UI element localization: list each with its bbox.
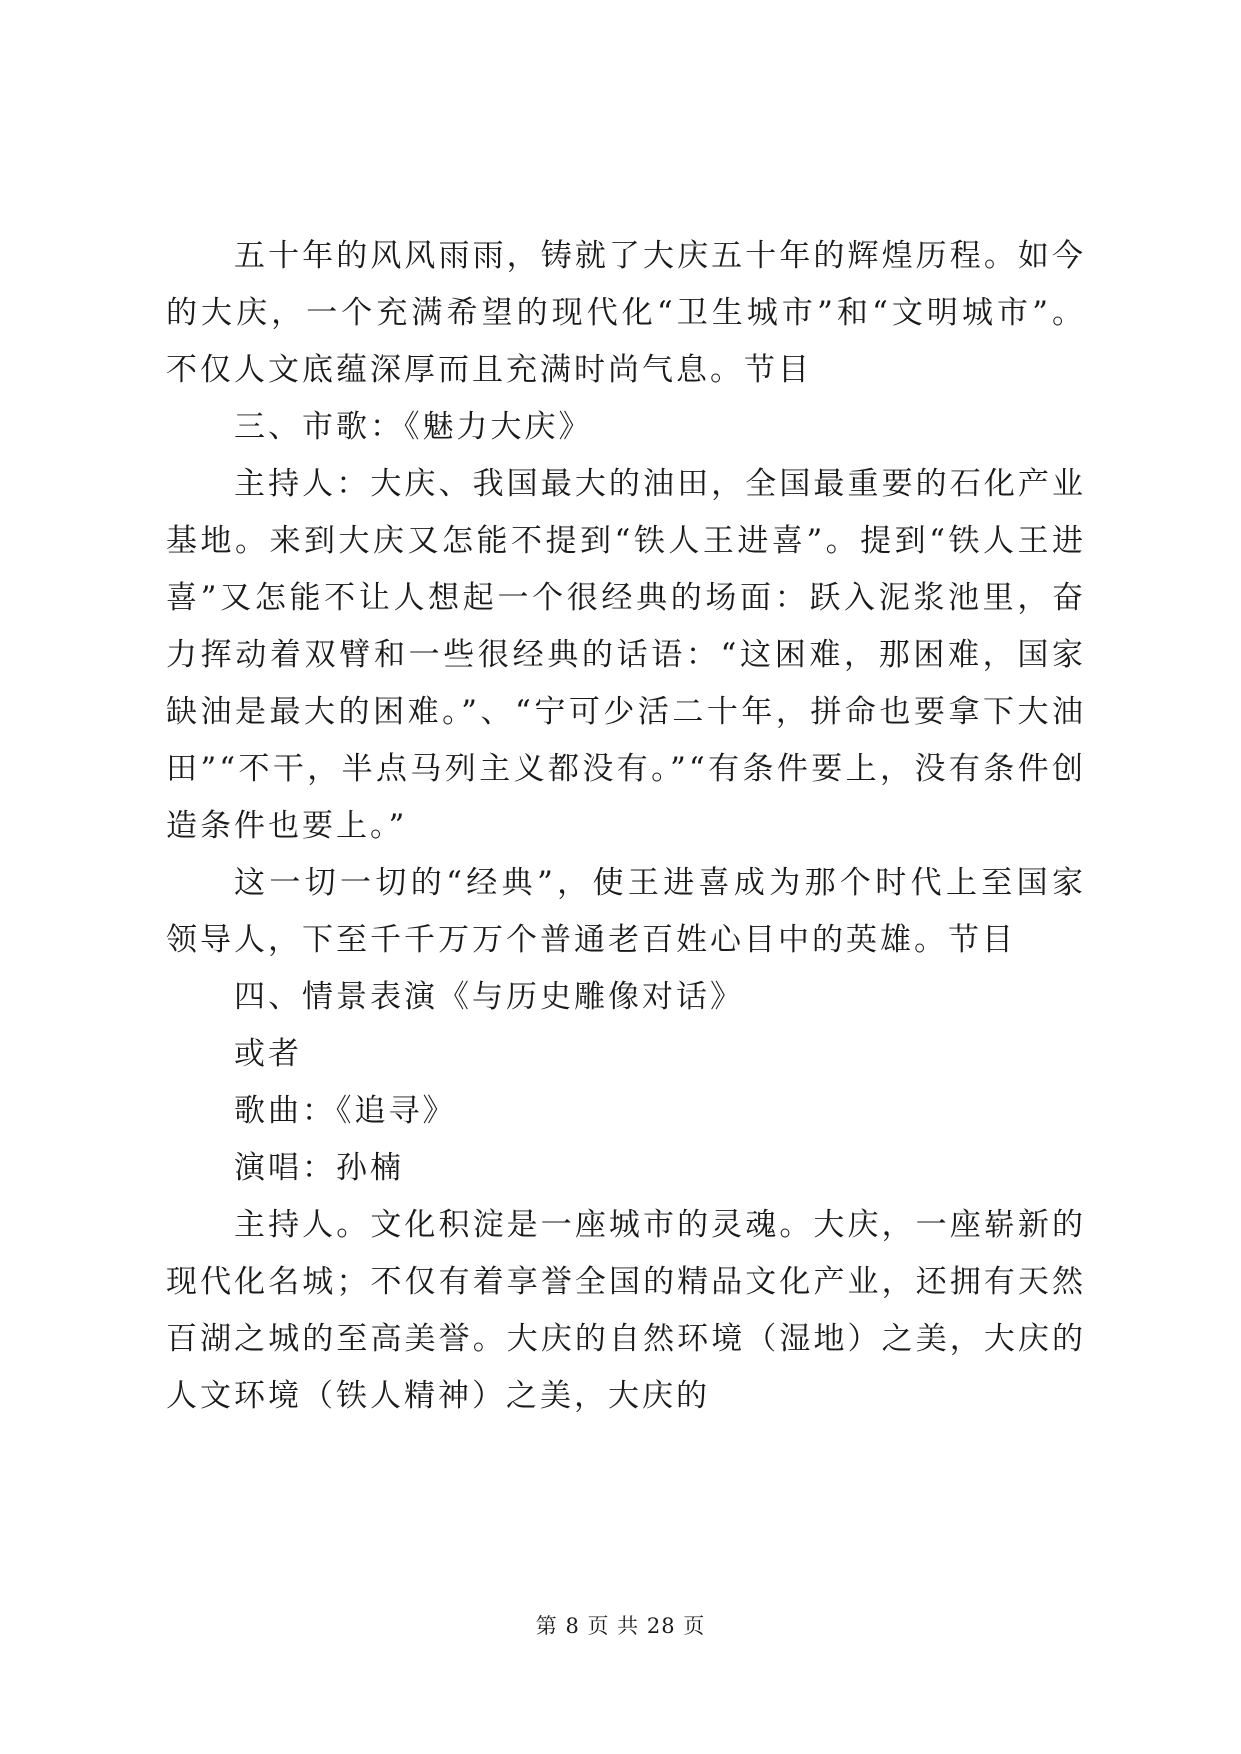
paragraph-section-four-heading: 四、情景表演《与历史雕像对话》 (234, 979, 744, 1015)
page-number-footer: 第 8 页 共 28 页 (535, 1614, 706, 1638)
paragraph-host-culture: 主持人。文化积淀是一座城市的灵魂。大庆，一座崭新的现代化名城；不仅有着享誉全国的精品文化产业，还拥有天然百湖之城的至高美誉。大庆的自然环境（湿地）之美，大庆的人文环境（铁人精神）之美，大庆的 (166, 1207, 1086, 1414)
paragraph-or: 或者 (234, 1036, 302, 1072)
document-body (166, 228, 1086, 1425)
paragraph-section-three-heading: 三、市歌：《魅力大庆》 (234, 409, 593, 445)
paragraph-song-title: 歌曲：《追寻》 (234, 1093, 457, 1129)
paragraph-singer: 演唱：孙楠 (234, 1150, 404, 1186)
paragraph-intro: 五十年的风风雨雨，铸就了大庆五十年的辉煌历程。如今的大庆，一个充满希望的现代化“卫生城市”和“文明城市”。不仅人文底蕴深厚而且充满时尚气息。节目 (166, 238, 1086, 388)
paragraph-classic-hero: 这一切一切的“经典”，使王进喜成为那个时代上至国家领导人，下至千千万万个普通老百姓心目中的英雄。节目 (166, 865, 1086, 958)
paragraph-host-wang-jinxi: 主持人：大庆、我国最大的油田，全国最重要的石化产业基地。来到大庆又怎能不提到“铁人王进喜”。提到“铁人王进喜”又怎能不让人想起一个很经典的场面：跃入泥浆池里，奋力挥动着双臂和一些很经典的话语：“这困难，那困难，国家缺油是最大的困难。”、“宁可少活二十年，拼命也要拿下大油田”“不干，半点马列主义都没有。”“有条件要上，没有条件创造条件也要上。” (166, 466, 1086, 844)
